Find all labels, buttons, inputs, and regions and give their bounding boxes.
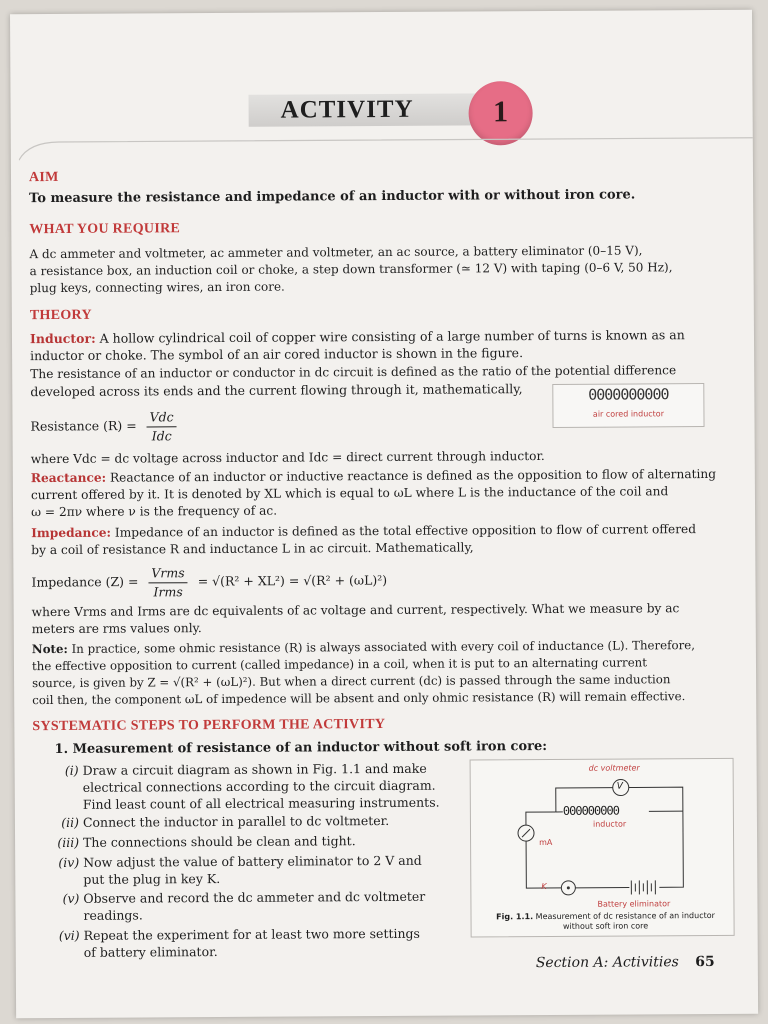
inductor-coil-symbol: 0000000000 <box>588 385 669 404</box>
resistance-lhs: Resistance (R) = <box>30 418 137 434</box>
steps-heading: SYSTEMATIC STEPS TO PERFORM THE ACTIVITY <box>32 716 386 735</box>
substep-iv-number: (iv) <box>58 854 80 870</box>
fig-ammeter-label: mA <box>539 837 553 848</box>
impedance-label: Impedance: <box>31 525 112 541</box>
impedance-numerator: Vrms <box>148 564 187 583</box>
where-line: where Vdc = dc voltage across inductor and Idc = direct current through inductor. <box>30 449 545 467</box>
impedance-equation <box>31 563 387 601</box>
theory-heading: THEORY <box>29 307 92 324</box>
impedance-fraction <box>148 564 188 600</box>
resistance-denominator: Idc <box>151 427 172 443</box>
substep-v-line-1: Observe and record the dc ammeter and dc voltmeter <box>83 888 426 906</box>
page-number: 65 <box>695 953 715 971</box>
footer-section: Section A: Activities <box>535 954 679 972</box>
fig-inductor-label: inductor <box>592 819 627 829</box>
resistance-numerator: Vdc <box>147 408 177 427</box>
substep-iv-line-1: Now adjust the value of battery eliminator to 2 V and <box>83 852 422 870</box>
require-line-2: a resistance box, an induction coil or choke, a step down transformer (≃ 12 V) with taping (0–6 V, 50 Hz), <box>29 260 673 279</box>
step-1-number: 1. <box>54 741 69 758</box>
substep-i-line-2: electrical connections according to the circuit diagram. <box>82 777 436 795</box>
note-line-2: the effective opposition to current (called impedance) in a coil, when it is put to an alternating current <box>31 655 648 674</box>
inductor-line-2: inductor or choke. The symbol of an air cored inductor is shown in the figure. <box>30 345 524 364</box>
resistance-def-2: developed across its ends and the current flowing through it, mathematically, <box>30 381 523 400</box>
fig-voltmeter-symbol: V <box>616 781 623 792</box>
circuit-diagram <box>471 759 734 937</box>
fig-voltmeter-label: dc voltmeter <box>588 763 640 773</box>
note-label: Note: <box>31 641 68 657</box>
substep-vi-line-1: Repeat the experiment for at least two more settings <box>83 925 420 943</box>
step-1-title <box>54 738 547 759</box>
substep-v <box>51 888 425 924</box>
reactance-line-2: current offered by it. It is denoted by XL which is equal to ωL where L is the inductance of the coil and <box>30 484 669 503</box>
reactance-text-1: Reactance of an inductor or inductive reactance is defined as the opposition to flow of alternating <box>106 466 717 485</box>
substep-vi <box>52 925 421 961</box>
substep-iii <box>51 832 356 851</box>
header-curve <box>19 118 758 163</box>
substep-ii-line-1: Connect the inductor in parallel to dc voltmeter. <box>82 812 390 830</box>
figure-caption-text: Measurement of dc resistance of an inductor without soft iron core <box>533 910 715 931</box>
footer <box>536 954 715 971</box>
inductor-text-1: A hollow cylindrical coil of copper wire consisting of a large number of turns is known as an <box>95 327 685 346</box>
inductor-symbol-caption: air cored inductor <box>592 409 665 419</box>
impedance-text-1: Impedance of an inductor is defined as the total effective opposition to flow of current offered <box>110 522 697 540</box>
page <box>10 10 758 1019</box>
substep-iii-number: (iii) <box>57 834 80 850</box>
substep-iv <box>51 852 422 888</box>
substep-ii-number: (ii) <box>61 814 79 830</box>
activity-title: ACTIVITY <box>280 95 414 124</box>
substep-ii <box>51 812 389 831</box>
figure-caption-label: Fig. 1.1. <box>496 912 534 922</box>
substep-i-line-3: Find least count of all electrical measuring instruments. <box>82 794 440 812</box>
impedance-rhs: = √(R² + XL²) = √(R² + (ωL)²) <box>197 572 388 589</box>
aim-heading: AIM <box>28 169 59 186</box>
fig-key-label: K <box>541 882 547 892</box>
reactance-label: Reactance: <box>30 470 107 486</box>
activity-number: 1 <box>493 95 509 129</box>
resistance-fraction <box>147 408 177 444</box>
figure-box <box>470 758 735 938</box>
rms-line-2: meters are rms values only. <box>31 621 202 637</box>
reactance-line-3: ω = 2πν where ν is the frequency of ac. <box>31 503 278 520</box>
require-line-1: A dc ammeter and voltmeter, ac ammeter and voltmeter, an ac source, a battery eliminator (0–15 V), <box>29 243 643 262</box>
inductor-label: Inductor: <box>29 330 96 347</box>
substep-iii-line-1: The connections should be clean and tight. <box>83 833 356 850</box>
impedance-lhs: Impedance (Z) = <box>31 573 139 590</box>
note-line-3: source, is given by Z = √(R² + (ωL)²). But when a direct current (dc) is passed through the same induction <box>32 672 671 691</box>
step-1-title-text: Measurement of resistance of an inductor without soft iron core: <box>72 738 548 757</box>
substep-vi-number: (vi) <box>58 927 80 943</box>
resistance-def-1: The resistance of an inductor or conductor in dc circuit is defined as the ratio of the potential difference <box>30 363 677 382</box>
substep-v-line-2: readings. <box>83 907 143 923</box>
substep-iv-line-2: put the plug in key K. <box>83 870 221 887</box>
require-line-3: plug keys, connecting wires, an iron core. <box>29 279 285 296</box>
inductor-symbol-box <box>552 383 704 428</box>
rms-line-1: where Vrms and Irms are dc equivalents of ac voltage and current, respectively. What we measure by ac <box>31 601 680 620</box>
note-text-1: In practice, some ohmic resistance (R) is always associated with every coil of inductance (L). Therefore, <box>67 638 696 656</box>
substep-i <box>51 760 440 813</box>
impedance-line-2: by a coil of resistance R and inductance L in ac circuit. Mathematically, <box>31 540 474 558</box>
substep-i-line-1: Draw a circuit diagram as shown in Fig. 1.1 and make <box>82 760 427 778</box>
resistance-equation <box>30 408 182 445</box>
figure-caption <box>486 911 726 932</box>
substep-vi-line-2: of battery eliminator. <box>83 944 218 960</box>
require-heading: WHAT YOU REQUIRE <box>29 221 181 238</box>
fig-battery-label: Battery eliminator <box>597 899 671 909</box>
note-line-4: coil then, the component ωL of impedence will be absent and only ohmic resistance (R) will remain effective. <box>32 689 686 708</box>
aim-text: To measure the resistance and impedance of an inductor with or without iron core. <box>29 187 636 207</box>
substep-i-number: (i) <box>64 762 79 778</box>
substep-v-number: (v) <box>62 890 80 906</box>
fig-inductor-coil: 000000000 <box>562 803 619 818</box>
impedance-denominator: Irms <box>153 583 183 599</box>
